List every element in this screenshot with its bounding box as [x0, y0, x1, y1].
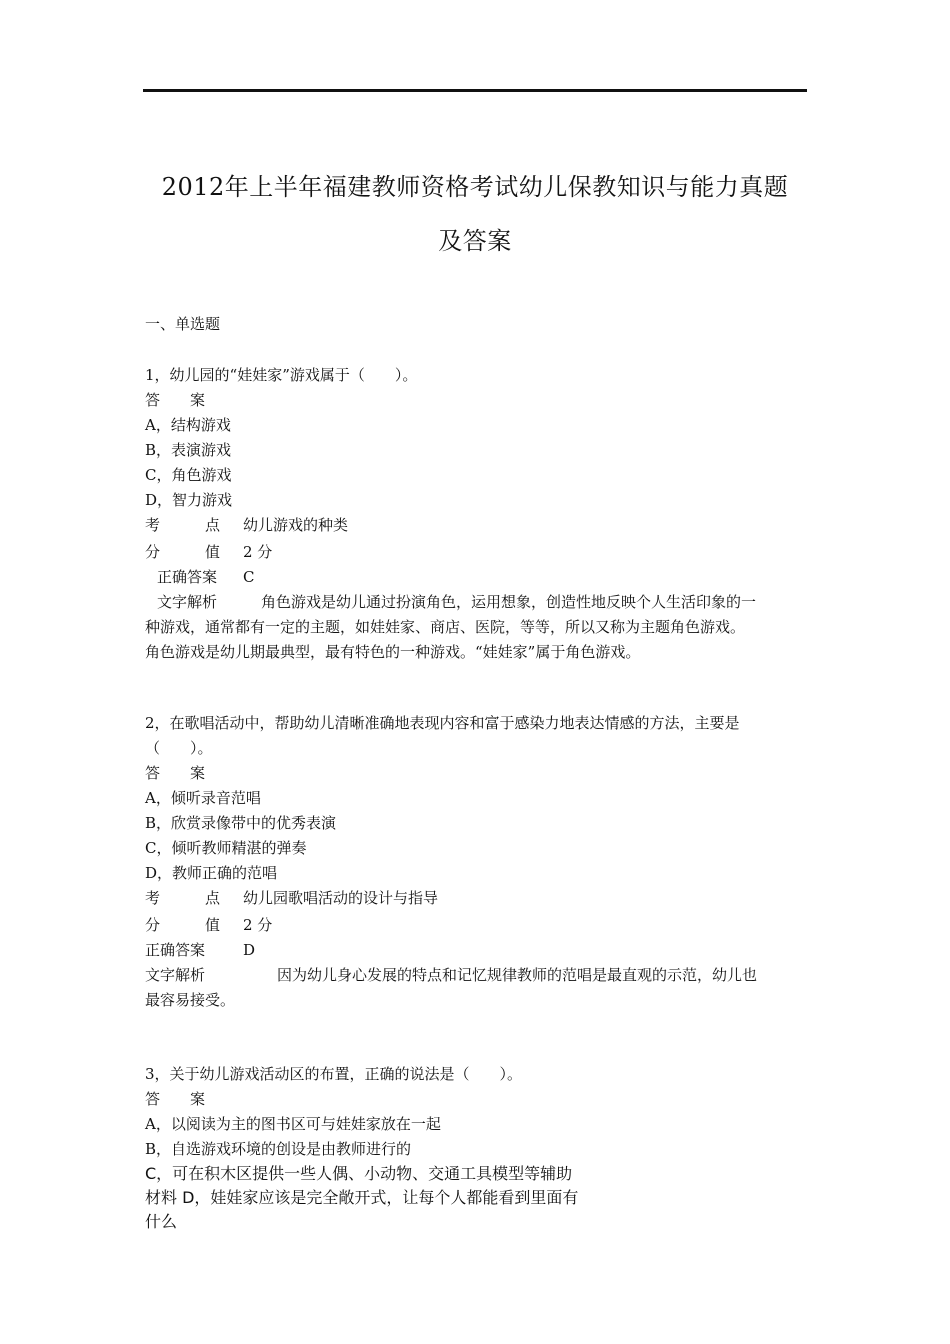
- section-heading: 一、单选题: [145, 315, 221, 333]
- point-row: [145, 886, 807, 911]
- answer-label: 答 案: [145, 1090, 206, 1108]
- option-c: C，角色游戏: [145, 466, 232, 484]
- analysis-line-1: 角色游戏是幼儿通过扮演角色，运用想象，创造性地反映个人生活印象的一: [261, 593, 757, 611]
- option-a: A，以阅读为主的图书区可与娃娃家放在一起: [145, 1115, 441, 1133]
- score-row: [145, 913, 807, 938]
- title-line-1: 2012年上半年福建教师资格考试幼儿保教知识与能力真题: [161, 173, 789, 201]
- question-2: [145, 711, 807, 1013]
- title-line-2: 及答案: [438, 227, 512, 255]
- analysis-line-3: 角色游戏是幼儿期最典型，最有特色的一种游戏。“娃娃家”属于角色游戏。: [145, 643, 641, 661]
- analysis-row: [145, 590, 807, 615]
- analysis-row: [145, 963, 807, 988]
- option-b: B，表演游戏: [145, 441, 232, 459]
- analysis-label: 文字解析: [157, 593, 218, 611]
- analysis-line-2: 最容易接受。: [145, 991, 236, 1009]
- correct-row: [145, 565, 807, 590]
- option-b: B，自选游戏环境的创设是由教师进行的: [145, 1140, 412, 1158]
- analysis-label: 文字解析: [145, 966, 206, 984]
- options-c-d-block: [145, 1162, 625, 1234]
- question-stem: 3，关于幼儿游戏活动区的布置，正确的说法是（ ）。: [145, 1065, 523, 1083]
- option-b: B，欣赏录像带中的优秀表演: [145, 814, 337, 832]
- option-c-line: C，可在积木区提供一些人偶、小动物、交通工具模型等辅助: [145, 1164, 573, 1183]
- analysis-line-2: 种游戏，通常都有一定的主题，如娃娃家、商店、医院，等等，所以又称为主题角色游戏。: [145, 618, 746, 636]
- score-label: 分 值: [145, 543, 221, 561]
- point-row: [145, 513, 807, 538]
- option-d: D，智力游戏: [145, 491, 233, 509]
- question-3: [145, 1062, 807, 1234]
- correct-row: [145, 938, 807, 963]
- document-title: [143, 160, 807, 268]
- option-d: D，教师正确的范唱: [145, 864, 278, 882]
- correct-value: C: [243, 568, 255, 586]
- answer-label: 答 案: [145, 391, 206, 409]
- question-stem-cont: （ ）。: [145, 739, 213, 757]
- analysis-line-1: 因为幼儿身心发展的特点和记忆规律教师的范唱是最直观的示范，幼儿也: [277, 966, 758, 984]
- point-label: 考 点: [145, 889, 221, 907]
- question-stem: 1，幼儿园的“娃娃家”游戏属于（ ）。: [145, 366, 418, 384]
- correct-label: 正确答案: [145, 941, 206, 959]
- question-1: [145, 363, 807, 665]
- option-a: A，结构游戏: [145, 416, 231, 434]
- point-value: 幼儿游戏的种类: [243, 516, 349, 534]
- option-d-line: 材料 D，娃娃家应该是完全敞开式，让每个人都能看到里面有: [145, 1188, 579, 1207]
- score-value: 2 分: [243, 543, 273, 561]
- header-rule: [143, 89, 807, 92]
- point-label: 考 点: [145, 516, 221, 534]
- correct-value: D: [243, 941, 256, 959]
- correct-label: 正确答案: [157, 568, 218, 586]
- option-d-line-cont: 什么: [145, 1212, 178, 1231]
- point-value: 幼儿园歌唱活动的设计与指导: [243, 889, 439, 907]
- score-label: 分 值: [145, 916, 221, 934]
- option-c: C，倾听教师精湛的弹奏: [145, 839, 307, 857]
- score-value: 2 分: [243, 916, 273, 934]
- option-a: A，倾听录音范唱: [145, 789, 261, 807]
- answer-label: 答 案: [145, 764, 206, 782]
- score-row: [145, 540, 807, 565]
- question-stem: 2，在歌唱活动中，帮助幼儿清晰准确地表现内容和富于感染力地表达情感的方法，主要是: [145, 714, 740, 732]
